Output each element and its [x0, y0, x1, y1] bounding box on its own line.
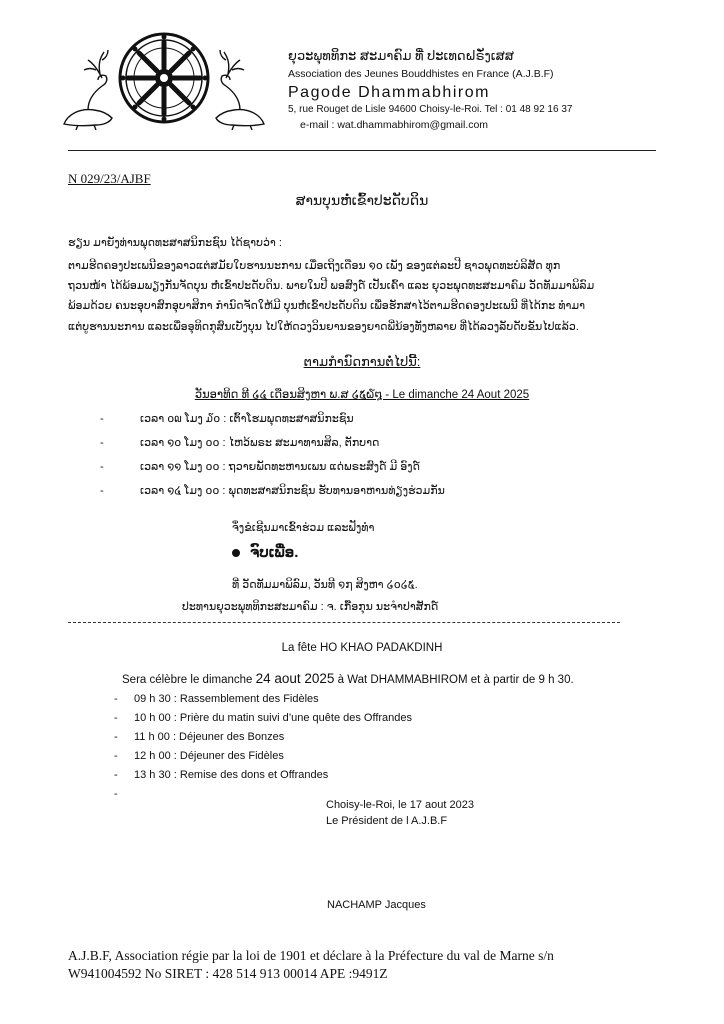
signer-name: NACHAMP Jacques — [327, 899, 426, 911]
email[interactable]: e-mail : wat.dhammabhirom@gmail.com — [300, 119, 489, 131]
french-schedule-item: - 10 h 00 : Prière du matin suivi d’une quête des Offrandes — [114, 712, 413, 724]
program-title-lao: ຕາມກຳນົດການຕໍ່ໄປນີ້: — [303, 354, 421, 369]
signature-role: Le Président de l A.J.B.F — [326, 815, 448, 827]
association-name-fr: Association des Jeunes Bouddhistes en France (A.J.B.F) — [288, 68, 554, 80]
french-schedule-item: - 13 h 30 : Remise des dons et Offrandes — [114, 769, 329, 781]
schedule-item-lao: - ເວລາ ໑໐ ໂມງ ໐໐ : ໄຫວ້ພຣະ ສະມາທານສິລ, ຕັກບາດ — [100, 437, 380, 449]
footer-line: A.J.B.F, Association régie par la loi de 1901 et déclare à la Préfecture du val de Marne s/n — [68, 948, 554, 963]
header-divider — [68, 150, 656, 151]
association-name-lao: ຍຸວະພຸທທິກະ ສະມາຄົມ ທີ່ ປະເທດຝຣັ່ງເສສ — [288, 48, 514, 63]
french-title: La fête HO KHAO PADAKDINH — [281, 642, 443, 654]
section-divider — [68, 622, 620, 623]
reference-number: N 029/23/AJBF — [68, 171, 151, 186]
schedule-item-lao: - ເວລາ ໑໔ ໂມງ ໐໐ : ພຸດທະສາສນິກະຊົນ ຮັບທານອາຫານທ່ຽງຮ່ວມກັນ — [100, 485, 445, 497]
french-intro: Sera célèbre le dimanche 24 aout 2025 à Wat DHAMMABHIROM et à partir de 9 h 30. — [122, 671, 574, 686]
welcome-lao: ຈຶ່ງຂໍເຊີນມາເຂົ້າຮ່ວມ ແລະຟັງທຳ — [232, 522, 375, 534]
document-title-lao: ສານບຸນຫໍ່ເຂົ້າປະດັບດິນ — [295, 192, 429, 208]
pagode-name: Pagode Dhammabhirom — [288, 84, 490, 101]
signature-place-date: Choisy-le-Roi, le 17 aout 2023 — [326, 799, 474, 811]
place-date-lao: ທີ່ ວັດທັມມາພິລົມ, ວັນທີ ໑໗ ສິງຫາ ໒໐໒໕. — [232, 579, 418, 591]
program-date: ວັນອາທິດ ທີ ໒໔ ເດືອນສິງຫາ ພ.ສ ໒໕໖໘ - Le dimanche 24 Aout 2025 — [194, 389, 530, 401]
president-lao: ປະທານຍຸວະພຸທທິກະສະມາຄົມ : ຈ. ເກື້ອກຸນ ນະຈຳປາສັກດ໌ — [182, 601, 439, 613]
blessing-lao: ຈົບເພື່ອ. — [232, 543, 298, 561]
lao-paragraph-line: ຕາມຮີດຄອງປະເພນີຂອງລາວແຕ່ສມັຍໃບຮານນະການ ເມື່ອເຖິງເດືອນ ໑໐ ເພັງ ຂອງແຕ່ລະປີ ຊາວພຸດທະບໍລິສັດ ທຸກ — [68, 260, 561, 272]
footer-line: W941004592 No SIRET : 428 514 913 00014 APE :9491Z — [68, 966, 388, 981]
schedule-item-lao: - ເວລາ ໑໑ ໂມງ ໐໐ : ຖວາຍພັດທະຫານເພນ ແດ່ພຣະສົງດ໌ ມີ ອົງດ໌ — [100, 461, 420, 473]
schedule-item-lao: - ເວລາ ໐໙ ໂມງ ໓໐ : ເຕົ້າໂຮມພຸດທະສາສນິກະຊົນ — [100, 413, 354, 425]
lao-paragraph-line: ພ້ອມດ້ວຍ ຄນະອຸບາສົກອຸບາສິກາ ກຳນົດຈັດໃຫ້ມີ ບຸນຫໍ່ເຂົ້າປະດັບດິນ ເພື່ອຮັກສາໄວ້ຕາມຮີດຄອງປະເພນີ ທີ່ໄດ້ກະ ທຳມາ — [68, 300, 586, 312]
lao-paragraph-line: ແຕ່ບູຮານນະການ ແລະເພື່ອອຸທິດກຸສົນເບັງບຸນ ໄປໃຫ້ດວງວິນຍານຂອງຍາດພີ່ນ້ອງທັງຫລາຍ ທີ່ໄດ້ລວງລັບດັບຂັນໄປແລ້ວ. — [68, 321, 579, 333]
lao-paragraph-line: ຮຽນ ມາຍັງທ່ານພຸດທະສາສນິກະຊົນ ໄດ້ຊາບວ່າ : — [68, 237, 282, 249]
dharma-wheel-deer-logo — [58, 30, 270, 130]
french-schedule-item: - 11 h 00 : Déjeuner des Bonzes — [114, 731, 285, 743]
french-schedule-item: - 09 h 30 : Rassemblement des Fidèles — [114, 693, 319, 705]
address: 5, rue Rouget de Lisle 94600 Choisy-le-Roi. Tel : 01 48 92 16 37 — [288, 104, 573, 115]
french-schedule-item: - — [114, 788, 118, 800]
lao-paragraph-line: ຖວນໜ້າ ໄດ້ພ້ອມພຽງກັນຈັດບຸນ ຫໍ່ເຂົ້າປະດັບດິນ. ພາຍໃນປີ ພອສົງດ໌ ເປັນເຄົ້າ ແລະ ຍຸວະພຸດທະສະມາຄົມ ວັດທັມມາພິລົມ — [68, 280, 595, 292]
french-schedule-item: - 12 h 00 : Déjeuner des Fidèles — [114, 750, 284, 762]
bullet-icon — [232, 549, 240, 557]
